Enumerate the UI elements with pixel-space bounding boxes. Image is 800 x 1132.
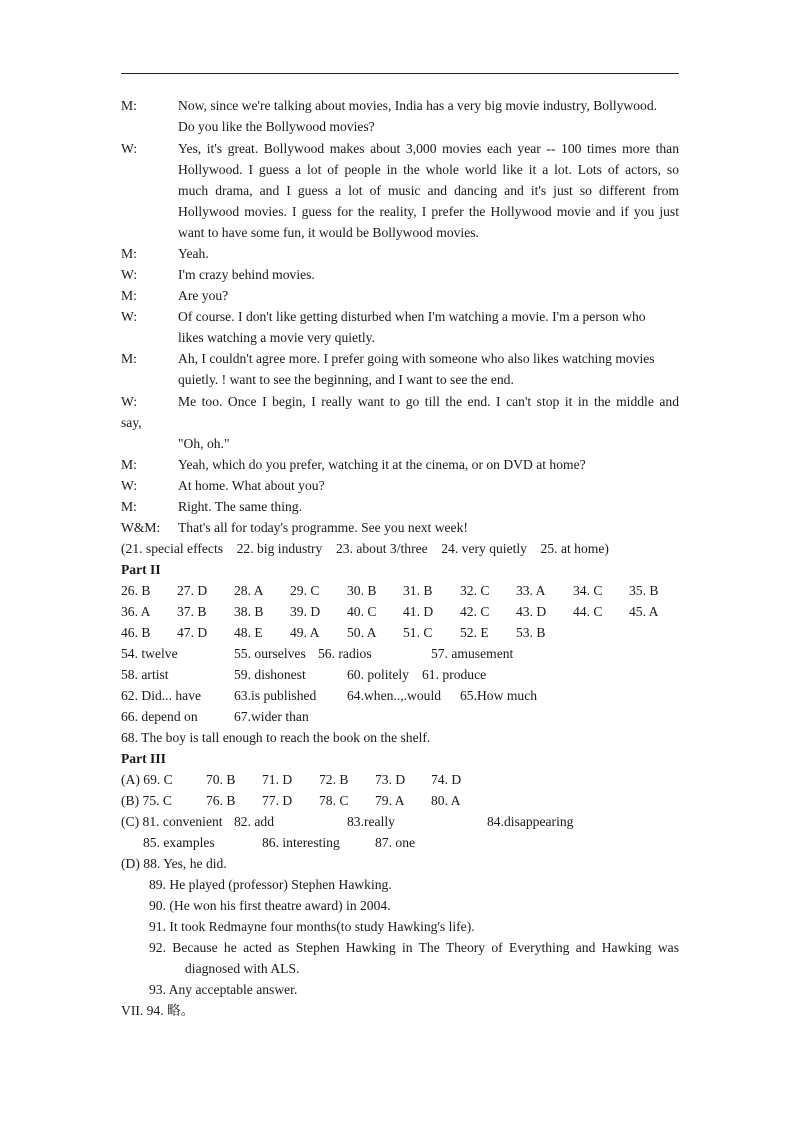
answer-cell: 85. examples (143, 835, 215, 850)
dialogue-text: Right. The same thing. (178, 499, 302, 514)
answer-cell: 37. B (177, 604, 207, 619)
answer-cell: 54. twelve (121, 646, 178, 661)
part3-heading: Part III (121, 751, 166, 766)
dialogue-continuation: want to have some fun, it would be Bollywood movies. (178, 225, 479, 240)
dialogue-text: At home. What about you? (178, 478, 325, 493)
answer-line: 92. Because he acted as Stephen Hawking in The Theory of Everything and Hawking was (149, 940, 679, 955)
dialogue-continuation: quietly. ! want to see the beginning, and I want to see the end. (178, 372, 514, 387)
speaker-label: M: (121, 246, 137, 261)
answer-cell: 53. B (516, 625, 546, 640)
dialogue-text: I'm crazy behind movies. (178, 267, 315, 282)
answer-cell: 35. B (629, 583, 659, 598)
dialogue-continuation: "Oh, oh." (178, 436, 230, 451)
answer-cell: 84.disappearing (487, 814, 574, 829)
answer-cell: 55. ourselves (234, 646, 306, 661)
speaker-label: M: (121, 288, 137, 303)
answer-cell: 77. D (262, 793, 293, 808)
answer-cell: 52. E (460, 625, 489, 640)
answer-cell: 46. B (121, 625, 151, 640)
answer-cell: 57. amusement (431, 646, 514, 661)
answer-cell: 40. C (347, 604, 377, 619)
answer-cell: (C) 81. convenient (121, 814, 223, 829)
answer-cell: 43. D (516, 604, 547, 619)
dialogue-text: Of course. I don't like getting disturbed when I'm watching a movie. I'm a person who (178, 309, 646, 324)
dialogue-continuation: Hollywood. I guess a lot of people in the whole world like it a lot. Lots of actors, so (178, 162, 679, 177)
answer-cell: 51. C (403, 625, 433, 640)
answer-cell: 80. A (431, 793, 461, 808)
answer-cell: 49. A (290, 625, 320, 640)
dialogue-text: Ah, I couldn't agree more. I prefer going with someone who also likes watching movies (178, 351, 655, 366)
part2-heading: Part II (121, 562, 161, 577)
answer-cell: 70. B (206, 772, 236, 787)
answer-cell: 78. C (319, 793, 349, 808)
answer-cell: 48. E (234, 625, 263, 640)
answer-cell: 47. D (177, 625, 208, 640)
answer-cell: 30. B (347, 583, 377, 598)
dialogue-text: Me too. Once I begin, I really want to go till the end. I can't stop it in the middle and (178, 394, 679, 409)
speaker-label: M: (121, 351, 137, 366)
answer-cell: 62. Did... have (121, 688, 202, 703)
dialogue-text: Are you? (178, 288, 229, 303)
answer-cell: 36. A (121, 604, 151, 619)
dialogue-text: Yeah, which do you prefer, watching it at the cinema, or on DVD at home? (178, 457, 586, 472)
speaker-label: M: (121, 499, 137, 514)
answer-cell: 59. dishonest (234, 667, 306, 682)
answer-cell: 56. radios (318, 646, 372, 661)
answer-cell: 82. add (234, 814, 275, 829)
answer-cell: 41. D (403, 604, 434, 619)
dialogue-text: That's all for today's programme. See you next week! (178, 520, 468, 535)
answer-cell: (A) 69. C (121, 772, 173, 787)
answer-cell: 38. B (234, 604, 264, 619)
answer-line: 89. He played (professor) Stephen Hawking. (149, 877, 392, 892)
answer-line: 91. It took Redmayne four months(to study Hawking's life). (149, 919, 475, 934)
answer-cell: 83.really (347, 814, 395, 829)
answer-cell: (B) 75. C (121, 793, 172, 808)
part1-answers: (21. special effects 22. big industry 23. about 3/three 24. very quietly 25. at home) (121, 541, 609, 556)
answer-cell: 27. D (177, 583, 208, 598)
answer-cell: 45. A (629, 604, 659, 619)
answer-cell: 58. artist (121, 667, 169, 682)
answer-cell: 42. C (460, 604, 490, 619)
answer-cell: 86. interesting (262, 835, 340, 850)
dialogue-text: Now, since we're talking about movies, India has a very big movie industry, Bollywood. (178, 98, 658, 113)
answer-cell: 29. C (290, 583, 320, 598)
header-rule (121, 73, 679, 74)
speaker-label: W: (121, 394, 138, 409)
answer-cell: 64.when..,.would (347, 688, 442, 703)
answer-cell: 63.is published (234, 688, 317, 703)
answer-cell: 32. C (460, 583, 490, 598)
answer-cell: 44. C (573, 604, 603, 619)
answer-cell: 71. D (262, 772, 293, 787)
answer-line: (D) 88. Yes, he did. (121, 856, 227, 871)
speaker-label: M: (121, 457, 137, 472)
answer-cell: 60. politely (347, 667, 409, 682)
answer-cell: 61. produce (422, 667, 487, 682)
dialogue-continuation: Do you like the Bollywood movies? (178, 119, 375, 134)
dialogue-continuation: much drama, and I guess a lot of music and dancing and it's just so different from (178, 183, 679, 198)
speaker-label: say, (121, 415, 142, 430)
speaker-label: W&M: (121, 520, 161, 535)
speaker-label: W: (121, 478, 138, 493)
answer-cell: 31. B (403, 583, 433, 598)
answer-cell: 87. one (375, 835, 416, 850)
sentence-answer: 68. The boy is tall enough to reach the book on the shelf. (121, 730, 431, 745)
answer-cell: 65.How much (460, 688, 538, 703)
answer-cell: 76. B (206, 793, 236, 808)
answer-cell: 67.wider than (234, 709, 309, 724)
answer-line: diagnosed with ALS. (185, 961, 300, 976)
answer-cell: 50. A (347, 625, 377, 640)
answer-cell: 33. A (516, 583, 546, 598)
speaker-label: W: (121, 141, 138, 156)
answer-cell: 66. depend on (121, 709, 198, 724)
dialogue-continuation: Hollywood movies. I guess for the reality, I prefer the Hollywood movie and if you just (178, 204, 679, 219)
answer-cell: 79. A (375, 793, 405, 808)
part7-answer: VII. 94. 略。 (121, 1003, 195, 1018)
answer-line: 90. (He won his first theatre award) in 2004. (149, 898, 391, 913)
answer-cell: 74. D (431, 772, 462, 787)
answer-line: 93. Any acceptable answer. (149, 982, 298, 997)
answer-cell: 39. D (290, 604, 321, 619)
answer-cell: 28. A (234, 583, 264, 598)
answer-cell: 26. B (121, 583, 151, 598)
answer-cell: 34. C (573, 583, 603, 598)
speaker-label: W: (121, 309, 138, 324)
dialogue-text: Yeah. (178, 246, 209, 261)
speaker-label: W: (121, 267, 138, 282)
speaker-label: M: (121, 98, 137, 113)
answer-cell: 73. D (375, 772, 406, 787)
dialogue-continuation: likes watching a movie very quietly. (178, 330, 375, 345)
dialogue-text: Yes, it's great. Bollywood makes about 3,000 movies each year -- 100 times more than (178, 141, 679, 156)
answer-cell: 72. B (319, 772, 349, 787)
